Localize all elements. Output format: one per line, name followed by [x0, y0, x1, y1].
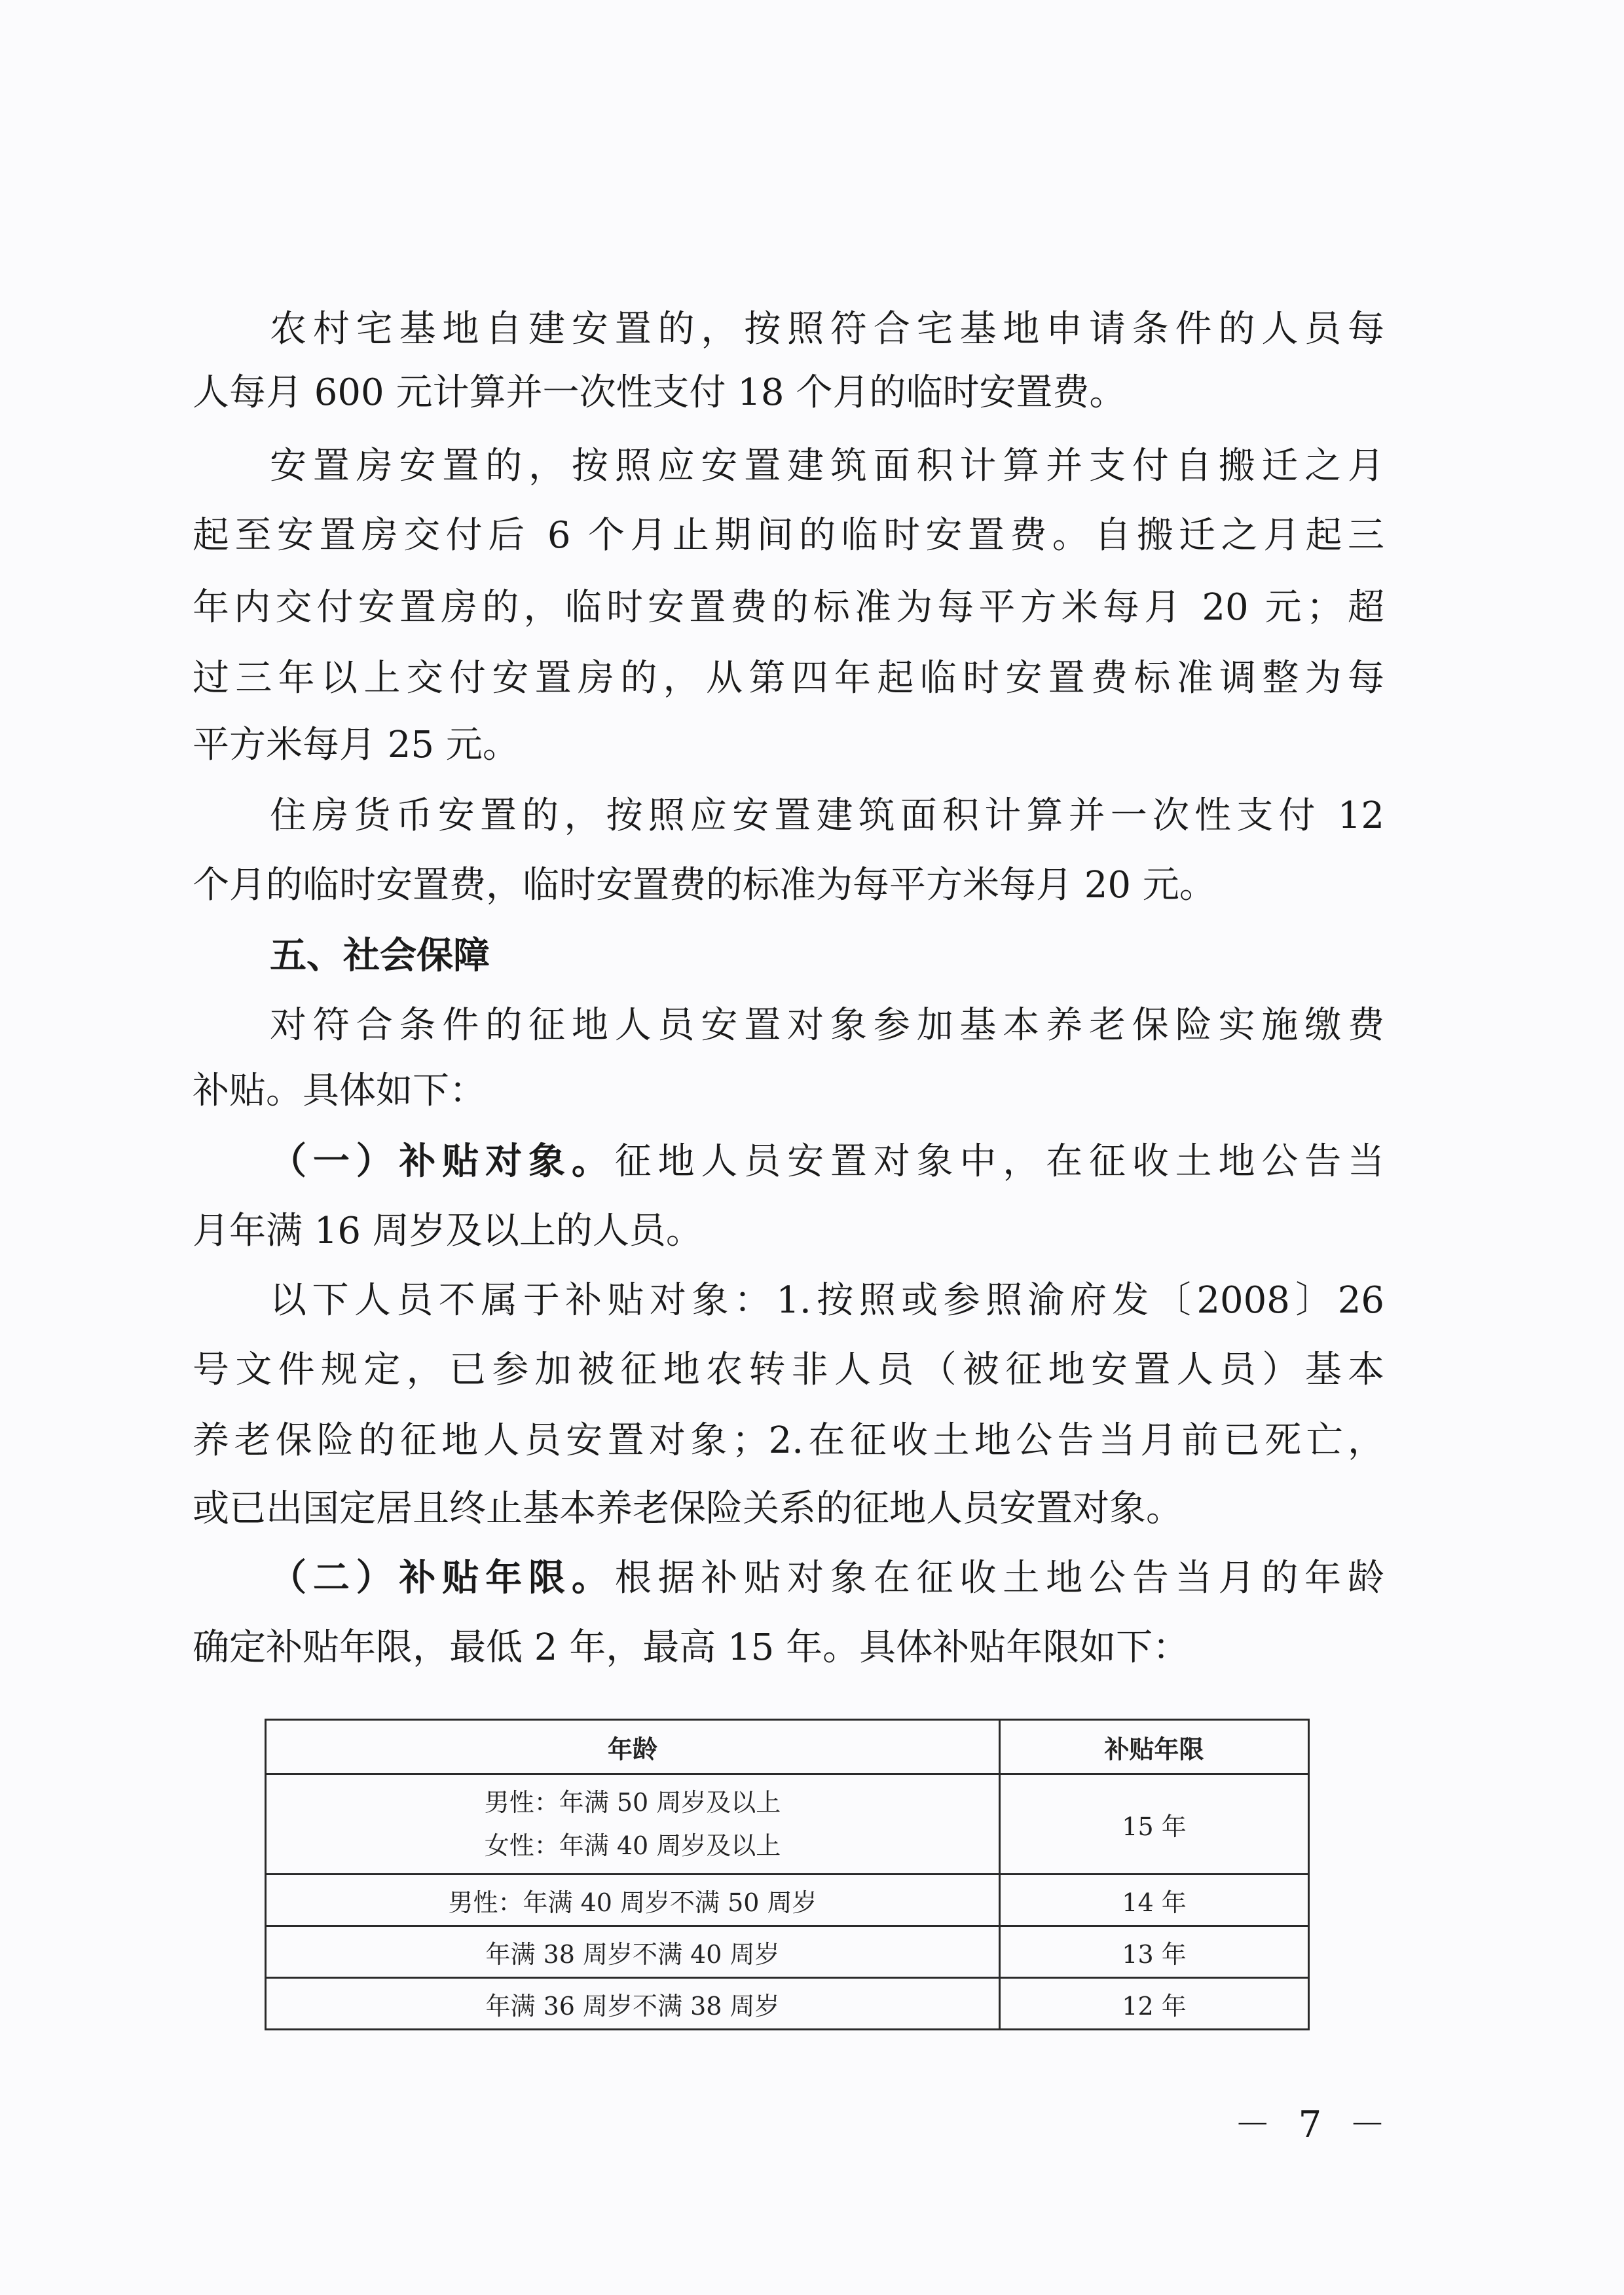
text-line: 确定补贴年限，最低 2 年，最高 15 年。具体补贴年限如下：: [193, 1626, 1190, 1669]
text-span: 根据补贴对象在征收土地公告当月的年龄: [614, 1557, 1385, 1599]
subsection-title: （一）补贴对象。: [270, 1140, 615, 1183]
subsection-title: （二）补贴年限。: [270, 1557, 615, 1599]
years-cell: 14 年: [1000, 1875, 1309, 1926]
years-cell: 12 年: [1000, 1978, 1309, 2030]
text-line: 号文件规定，已参加被征地农转非人员（被征地安置人员）基本: [193, 1349, 1384, 1391]
text-line: 养老保险的征地人员安置对象；2.在征收土地公告当月前已死亡，: [193, 1419, 1384, 1462]
text-line: 起至安置房交付后 6 个月止期间的临时安置费。自搬迁之月起三: [193, 514, 1384, 557]
years-cell: 15 年: [1000, 1774, 1309, 1875]
text-line: 月年满 16 周岁及以上的人员。: [193, 1210, 703, 1252]
age-cell: 年满 36 周岁不满 38 周岁: [266, 1978, 1000, 2030]
table-row: [266, 1978, 1309, 2030]
age-cell: [266, 1774, 1000, 1875]
text-line: 农村宅基地自建安置的，按照符合宅基地申请条件的人员每: [270, 308, 1384, 350]
text-line: 对符合条件的征地人员安置对象参加基本养老保险实施缴费: [270, 1004, 1384, 1047]
section-heading: 五、社会保障: [270, 935, 490, 977]
text-line: 以下人员不属于补贴对象：1.按照或参照渝府发〔2008〕26: [270, 1279, 1384, 1322]
text-span: 征地人员安置对象中，在征收土地公告当: [614, 1140, 1385, 1183]
text-line: 或已出国定居且终止基本养老保险关系的征地人员安置对象。: [193, 1487, 1183, 1530]
table-row: [266, 1774, 1309, 1875]
subsidy-years-table: [265, 1719, 1310, 2030]
years-cell: 13 年: [1000, 1926, 1309, 1978]
column-header-age: 年龄: [266, 1720, 1000, 1774]
text-line: [270, 1552, 1384, 1605]
text-line: 住房货币安置的，按照应安置建筑面积计算并一次性支付 12: [270, 794, 1384, 837]
table-row: [266, 1875, 1309, 1926]
age-cell: 男性：年满 40 周岁不满 50 周岁: [266, 1875, 1000, 1926]
age-line: 女性：年满 40 周岁及以上: [484, 1831, 781, 1860]
text-line: 年内交付安置房的，临时安置费的标准为每平方米每月 20 元；超: [193, 586, 1384, 629]
table-header-row: [266, 1720, 1309, 1774]
text-line: 平方米每月 25 元。: [193, 724, 519, 766]
age-line: 男性：年满 50 周岁及以上: [484, 1788, 781, 1817]
column-header-years: 补贴年限: [1000, 1720, 1309, 1774]
text-line: 人每月 600 元计算并一次性支付 18 个月的临时安置费。: [193, 371, 1126, 414]
text-line: 补贴。具体如下：: [193, 1070, 486, 1112]
text-line: [270, 1136, 1384, 1188]
table-row: [266, 1926, 1309, 1978]
age-cell: 年满 38 周岁不满 40 周岁: [266, 1926, 1000, 1978]
page-number: － 7 －: [1234, 2104, 1393, 2146]
text-line: 安置房安置的，按照应安置建筑面积计算并支付自搬迁之月: [270, 445, 1384, 487]
text-line: 个月的临时安置费，临时安置费的标准为每平方米每月 20 元。: [193, 864, 1216, 906]
text-line: 过三年以上交付安置房的，从第四年起临时安置费标准调整为每: [193, 657, 1384, 700]
